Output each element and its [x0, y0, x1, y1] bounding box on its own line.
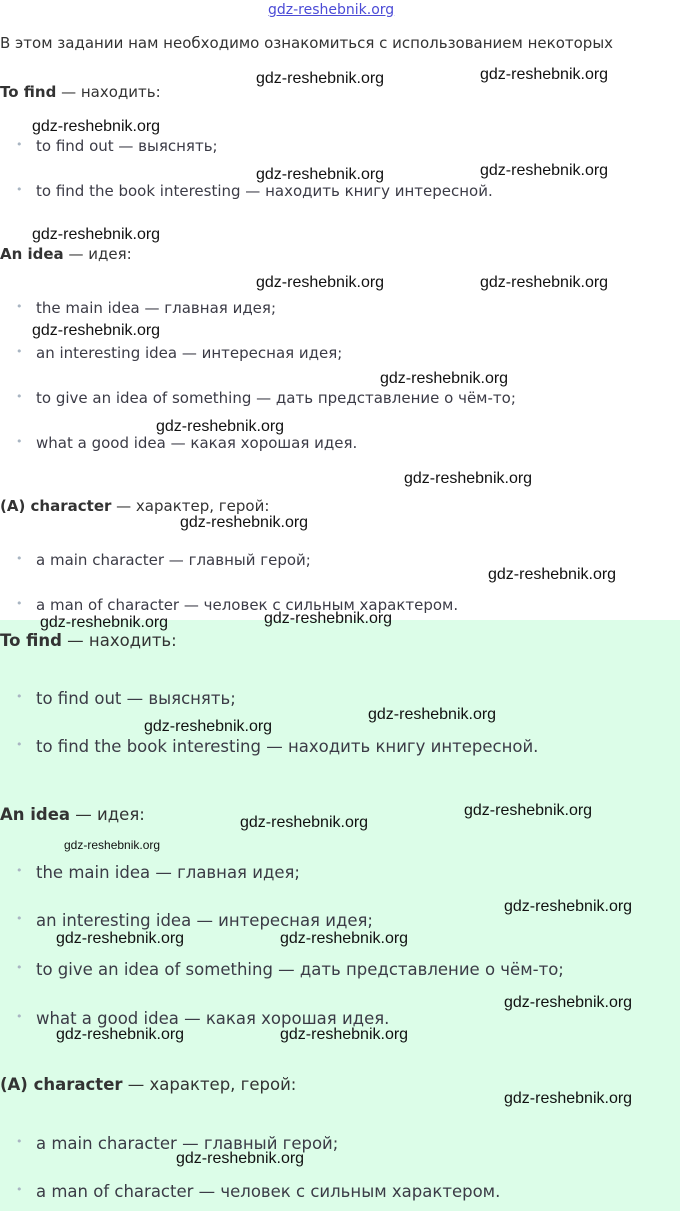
list-item: • the main idea — главная идея; [18, 299, 276, 317]
list-item: • to give an idea of something — дать представление о чём-то; [18, 960, 564, 979]
watermark: gdz-reshebnik.org [156, 418, 285, 435]
watermark: gdz-reshebnik.org [180, 514, 309, 531]
watermark: gdz-reshebnik.org [64, 838, 161, 852]
watermark: gdz-reshebnik.org [480, 66, 609, 83]
watermark: gdz-reshebnik.org [40, 614, 169, 631]
watermark: gdz-reshebnik.org [404, 470, 533, 487]
intro-text: В этом задании нам необходимо ознакомиться с использованием некоторых [0, 34, 614, 52]
watermark: gdz-reshebnik.org [480, 162, 609, 179]
watermark: gdz-reshebnik.org [32, 322, 161, 339]
watermark: gdz-reshebnik.org [280, 930, 409, 947]
list-item: • a main character — главный герой; [18, 551, 311, 569]
watermark: gdz-reshebnik.org [504, 994, 633, 1011]
watermark: gdz-reshebnik.org [256, 274, 385, 291]
list-item: • an interesting idea — интересная идея; [18, 911, 373, 930]
list-item: • to find the book interesting — находить книгу интересной. [18, 182, 493, 200]
watermark: gdz-reshebnik.org [380, 370, 509, 387]
section-title-idea: An idea — идея: [0, 805, 145, 824]
watermark: gdz-reshebnik.org [144, 718, 273, 735]
watermark: gdz-reshebnik.org [504, 1090, 633, 1107]
watermark: gdz-reshebnik.org [256, 166, 385, 183]
watermark: gdz-reshebnik.org [464, 802, 593, 819]
watermark: gdz-reshebnik.org [480, 274, 609, 291]
section-title-character: (A) character — характер, герой: [0, 497, 270, 515]
list-item: • what a good idea — какая хорошая идея. [18, 434, 357, 452]
watermark: gdz-reshebnik.org [264, 610, 393, 627]
watermark: gdz-reshebnik.org [256, 70, 385, 87]
list-item: • to find out — выяснять; [18, 689, 236, 708]
site-brand-link[interactable]: gdz-reshebnik.org [268, 2, 395, 18]
list-item: • a main character — главный герой; [18, 1134, 338, 1153]
watermark: gdz-reshebnik.org [240, 814, 369, 831]
section-title-idea: An idea — идея: [0, 245, 132, 263]
watermark: gdz-reshebnik.org [280, 1026, 409, 1043]
list-item: • an interesting idea — интересная идея; [18, 344, 342, 362]
watermark: gdz-reshebnik.org [56, 1026, 185, 1043]
watermark: gdz-reshebnik.org [368, 706, 497, 723]
list-item: • to find out — выяснять; [18, 137, 218, 155]
watermark: gdz-reshebnik.org [488, 566, 617, 583]
section-title-find: To find — находить: [0, 83, 161, 101]
list-item: • to give an idea of something — дать представление о чём-то; [18, 389, 516, 407]
list-item: • what a good idea — какая хорошая идея. [18, 1009, 389, 1028]
section-title-character: (A) character — характер, герой: [0, 1075, 297, 1094]
watermark: gdz-reshebnik.org [176, 1150, 305, 1167]
list-item: • a man of character — человек с сильным характером. [18, 1182, 500, 1201]
section-title-find: To find — находить: [0, 631, 177, 650]
list-item: • a man of character — человек с сильным характером. [18, 596, 458, 614]
watermark: gdz-reshebnik.org [56, 930, 185, 947]
list-item: • the main idea — главная идея; [18, 863, 300, 882]
watermark: gdz-reshebnik.org [32, 226, 161, 243]
watermark: gdz-reshebnik.org [504, 898, 633, 915]
list-item: • to find the book interesting — находить книгу интересной. [18, 737, 538, 756]
watermark: gdz-reshebnik.org [32, 118, 161, 135]
